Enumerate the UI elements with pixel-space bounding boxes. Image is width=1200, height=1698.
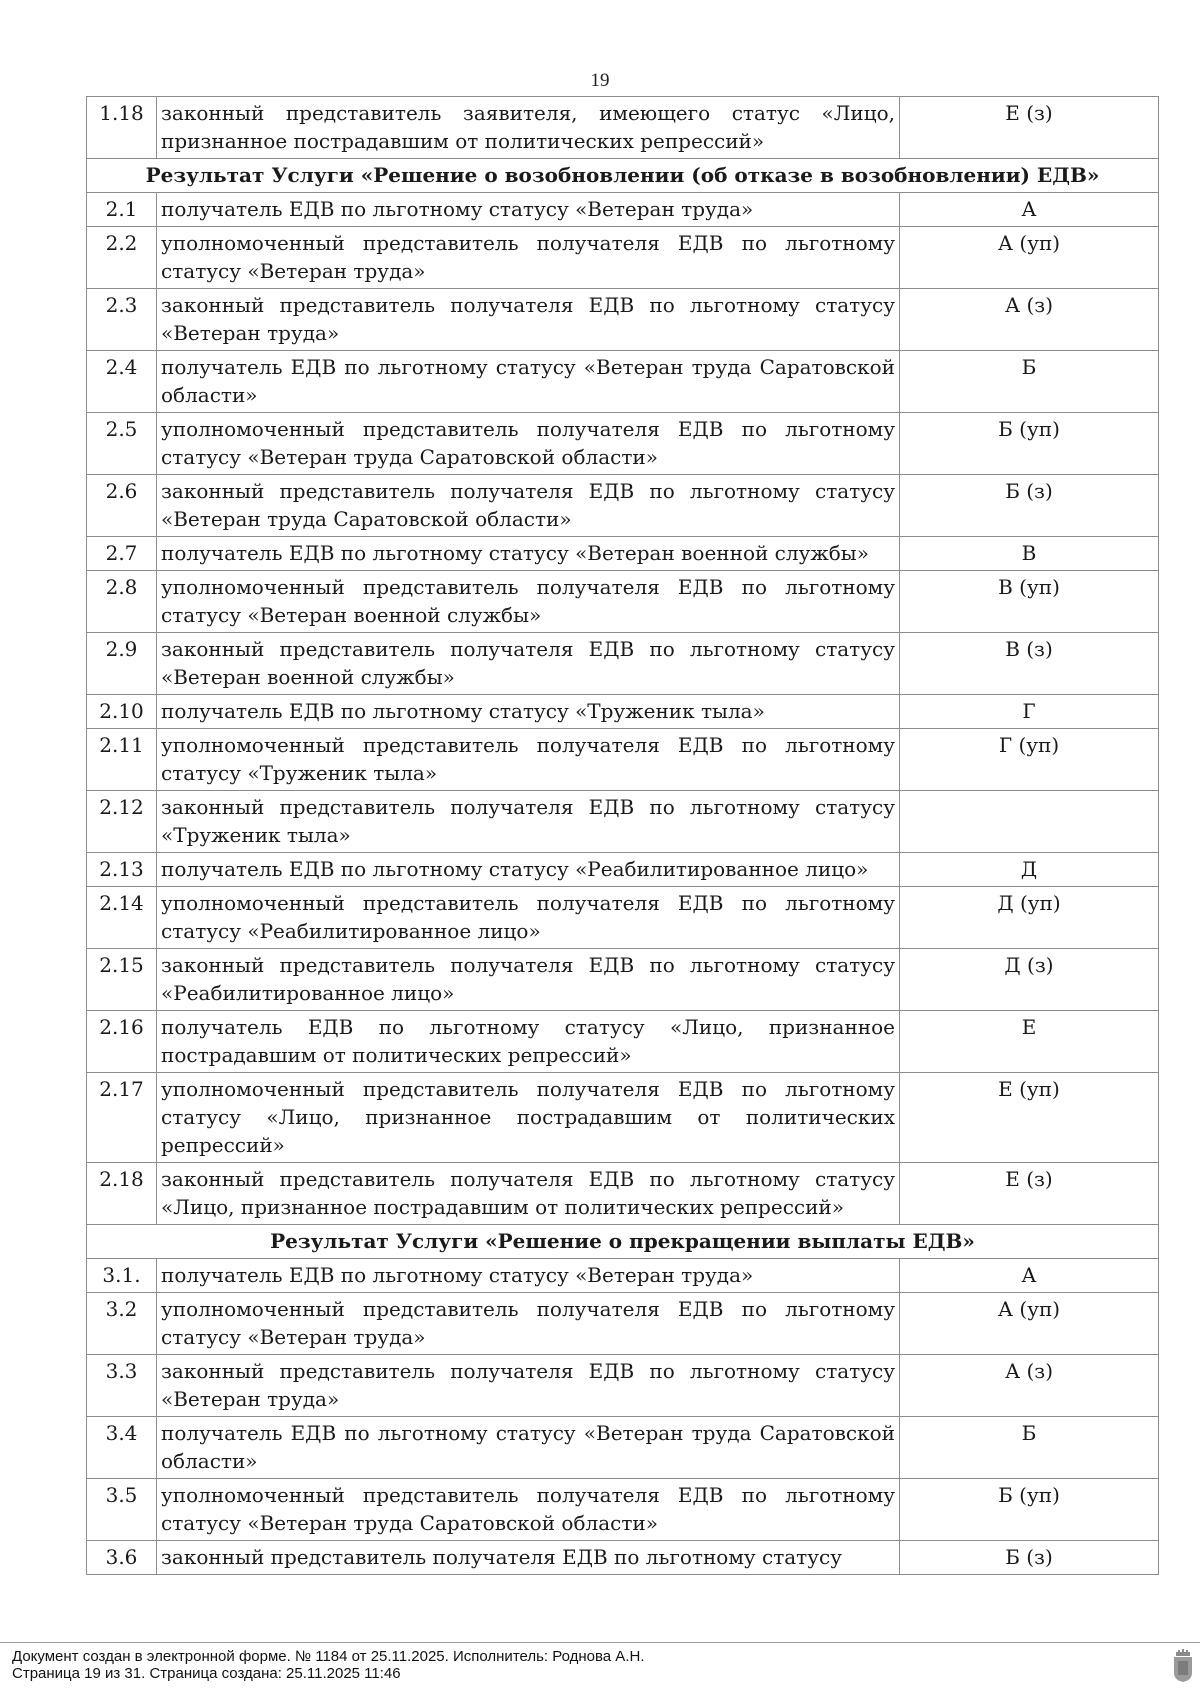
table-row [87, 227, 1159, 289]
row-code: А [900, 193, 1159, 227]
row-description: законный представитель получателя ЕДВ по льготному статусу «Ветеран труда» [157, 1355, 900, 1417]
row-description: получатель ЕДВ по льготному статусу «Лицо, признанное пострадавшим от политических репрессий» [157, 1011, 900, 1073]
row-number: 2.2 [87, 227, 157, 289]
row-description: законный представитель получателя ЕДВ по льготному статусу [157, 1541, 900, 1575]
row-number: 2.9 [87, 633, 157, 695]
footer-line-2: Страница 19 из 31. Страница создана: 25.11.2025 11:46 [12, 1665, 401, 1682]
row-code: Е (з) [900, 1163, 1159, 1225]
row-code: В (уп) [900, 571, 1159, 633]
table-row [87, 1355, 1159, 1417]
footer-line-1: Документ создан в электронной форме. № 1184 от 25.11.2025. Исполнитель: Роднова А.Н. [12, 1648, 645, 1665]
row-number: 3.5 [87, 1479, 157, 1541]
row-number: 2.1 [87, 193, 157, 227]
row-code: Б (з) [900, 475, 1159, 537]
row-number: 1.18 [87, 97, 157, 159]
row-description: получатель ЕДВ по льготному статусу «Ветеран военной службы» [157, 537, 900, 571]
row-code: Е (з) [900, 97, 1159, 159]
row-code: А (з) [900, 1355, 1159, 1417]
row-code: Б (уп) [900, 1479, 1159, 1541]
table-row [87, 791, 1159, 853]
row-description: уполномоченный представитель получателя ЕДВ по льготному статусу «Лицо, признанное пострадавшим от политических репрессий» [157, 1073, 900, 1163]
row-code: Б [900, 351, 1159, 413]
row-number: 2.8 [87, 571, 157, 633]
row-number: 2.6 [87, 475, 157, 537]
row-description: уполномоченный представитель получателя ЕДВ по льготному статусу «Труженик тыла» [157, 729, 900, 791]
row-code: Г (уп) [900, 729, 1159, 791]
row-description: законный представитель получателя ЕДВ по льготному статусу «Лицо, признанное пострадавшим от политических репрессий» [157, 1163, 900, 1225]
table-row [87, 1541, 1159, 1575]
row-description: получатель ЕДВ по льготному статусу «Ветеран труда Саратовской области» [157, 351, 900, 413]
row-code: А (з) [900, 289, 1159, 351]
row-number: 2.3 [87, 289, 157, 351]
row-code: Е [900, 1011, 1159, 1073]
row-number: 3.2 [87, 1293, 157, 1355]
table-row [87, 289, 1159, 351]
row-description: законный представитель получателя ЕДВ по льготному статусу «Ветеран военной службы» [157, 633, 900, 695]
section-header-row [87, 1225, 1159, 1259]
row-number: 2.10 [87, 695, 157, 729]
section-title: Результат Услуги «Решение о возобновлении (об отказе в возобновлении) ЕДВ» [87, 159, 1159, 193]
table-row [87, 1163, 1159, 1225]
row-code [900, 791, 1159, 853]
row-number: 3.4 [87, 1417, 157, 1479]
table-row [87, 1073, 1159, 1163]
row-description: уполномоченный представитель получателя ЕДВ по льготному статусу «Ветеран труда Саратовской области» [157, 1479, 900, 1541]
row-number: 2.7 [87, 537, 157, 571]
row-code: Б (з) [900, 1541, 1159, 1575]
row-code: Д (з) [900, 949, 1159, 1011]
row-code: Б (уп) [900, 413, 1159, 475]
row-code: В [900, 537, 1159, 571]
table-row [87, 633, 1159, 695]
row-number: 2.11 [87, 729, 157, 791]
row-code: А (уп) [900, 227, 1159, 289]
row-code: Г [900, 695, 1159, 729]
row-description: законный представитель получателя ЕДВ по льготному статусу «Ветеран труда» [157, 289, 900, 351]
page-number: 19 [590, 70, 610, 91]
row-code: Е (уп) [900, 1073, 1159, 1163]
table-row [87, 1417, 1159, 1479]
footer-divider [0, 1642, 1200, 1643]
row-description: уполномоченный представитель получателя ЕДВ по льготному статусу «Ветеран труда» [157, 227, 900, 289]
row-code: А [900, 1259, 1159, 1293]
row-number: 2.12 [87, 791, 157, 853]
document-table [86, 96, 1159, 1575]
row-number: 2.16 [87, 1011, 157, 1073]
row-description: законный представитель получателя ЕДВ по льготному статусу «Реабилитированное лицо» [157, 949, 900, 1011]
row-description: получатель ЕДВ по льготному статусу «Ветеран труда» [157, 1259, 900, 1293]
row-description: законный представитель заявителя, имеющего статус «Лицо, признанное пострадавшим от политических репрессий» [157, 97, 900, 159]
row-description: уполномоченный представитель получателя ЕДВ по льготному статусу «Ветеран труда» [157, 1293, 900, 1355]
table-row [87, 193, 1159, 227]
table-row [87, 1011, 1159, 1073]
row-number: 2.18 [87, 1163, 157, 1225]
row-number: 2.4 [87, 351, 157, 413]
row-number: 2.15 [87, 949, 157, 1011]
row-description: получатель ЕДВ по льготному статусу «Труженик тыла» [157, 695, 900, 729]
table-row [87, 97, 1159, 159]
table-row [87, 475, 1159, 537]
table-row [87, 695, 1159, 729]
row-description: получатель ЕДВ по льготному статусу «Ветеран труда Саратовской области» [157, 1417, 900, 1479]
table-row [87, 1293, 1159, 1355]
table-row [87, 537, 1159, 571]
row-code: Б [900, 1417, 1159, 1479]
footer [12, 1648, 644, 1682]
row-code: А (уп) [900, 1293, 1159, 1355]
row-number: 2.5 [87, 413, 157, 475]
row-number: 2.14 [87, 887, 157, 949]
row-number: 3.6 [87, 1541, 157, 1575]
row-description: уполномоченный представитель получателя ЕДВ по льготному статусу «Реабилитированное лицо» [157, 887, 900, 949]
coat-of-arms-icon [1172, 1649, 1194, 1683]
row-number: 2.13 [87, 853, 157, 887]
row-number: 2.17 [87, 1073, 157, 1163]
row-description: получатель ЕДВ по льготному статусу «Ветеран труда» [157, 193, 900, 227]
row-description: получатель ЕДВ по льготному статусу «Реабилитированное лицо» [157, 853, 900, 887]
section-title: Результат Услуги «Решение о прекращении выплаты ЕДВ» [87, 1225, 1159, 1259]
table-row [87, 949, 1159, 1011]
row-number: 3.1. [87, 1259, 157, 1293]
row-code: Д [900, 853, 1159, 887]
row-description: законный представитель получателя ЕДВ по льготному статусу «Труженик тыла» [157, 791, 900, 853]
table-row [87, 351, 1159, 413]
table-row [87, 1479, 1159, 1541]
table-row [87, 413, 1159, 475]
row-description: уполномоченный представитель получателя ЕДВ по льготному статусу «Ветеран труда Саратовской области» [157, 413, 900, 475]
table-row [87, 571, 1159, 633]
table-row [87, 729, 1159, 791]
row-description: уполномоченный представитель получателя ЕДВ по льготному статусу «Ветеран военной службы» [157, 571, 900, 633]
section-header-row [87, 159, 1159, 193]
table-row [87, 1259, 1159, 1293]
row-description: законный представитель получателя ЕДВ по льготному статусу «Ветеран труда Саратовской области» [157, 475, 900, 537]
row-code: Д (уп) [900, 887, 1159, 949]
row-code: В (з) [900, 633, 1159, 695]
table-row [87, 853, 1159, 887]
row-number: 3.3 [87, 1355, 157, 1417]
table-row [87, 887, 1159, 949]
